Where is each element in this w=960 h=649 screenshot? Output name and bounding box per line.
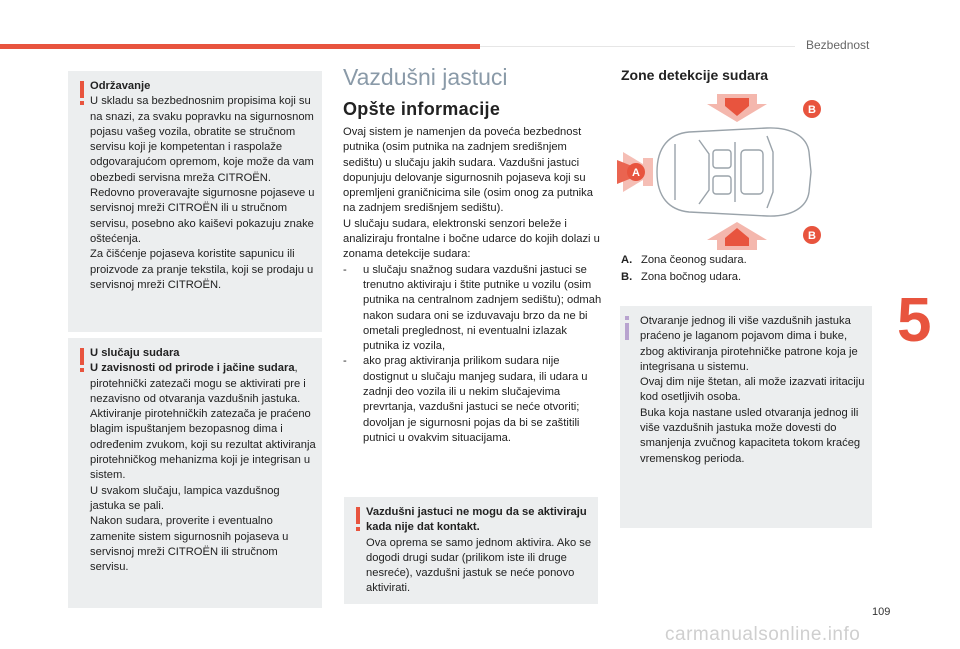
accident-paragraph-3: Nakon sudara, proverite i eventualno zamenite sistem sigurnosnih pojaseva u servisnoj mreži CITROËN ili stručnom servisu.: [90, 515, 289, 574]
accident-title: U slučaju sudara: [90, 347, 180, 359]
warning-exclamation-icon: [74, 81, 90, 107]
chapter-number: 5: [897, 286, 932, 355]
general-info-paragraph-1: Ovaj sistem je namenjen da poveća bezbednost putnika (osim putnika na zadnjem središnjem sedištu) u slučaju jakih sudara. Vazdušni jastuci dopunjuju delovanje sigurnosnih pojaseva koji su opremljeni graničnicima sile (osim onog za putnika na zadnjem središnjem sedištu).: [343, 126, 593, 215]
maintenance-warning-box: [68, 71, 322, 332]
section-title: Bezbednost: [806, 38, 870, 52]
maintenance-paragraph-3: Za čišćenje pojaseva koristite sapunicu ili proizvode za pranje tekstila, koji se prodaju u servisnoj mreži CITROËN.: [90, 248, 314, 291]
list-item-text: ako prag aktiviranja prilikom sudara nije dostignut u slučaju manjeg sudara, ili udara u zadnji deo vozila ili u nekim slučajevima prevrtanja, vazdušni jastuci se neće otvoriti; dovoljan je sigurnosni pojas da bi se zaštitili putnici u ovakvim situacijama.: [363, 355, 588, 444]
zone-a-label: A: [632, 167, 640, 179]
zone-b-label-top: B: [808, 104, 816, 116]
ignition-warning-text: [366, 505, 592, 597]
zone-b-label-bottom: B: [808, 230, 816, 242]
legend-item-b: B. Zona bočnog udara.: [621, 271, 742, 283]
maintenance-title: Održavanje: [90, 80, 151, 92]
car-outline: [657, 128, 811, 216]
page-number: 109: [872, 606, 891, 618]
accident-subtitle-suffix: ,: [294, 362, 298, 375]
ignition-warning-box: [344, 497, 598, 604]
airbags-title: Vazdušni jastuci: [343, 64, 508, 90]
general-info-heading: Opšte informacije: [343, 99, 501, 119]
list-item-text: u slučaju snažnog sudara vazdušni jastuci se trenutno aktiviraju i štite putnike u vozilu (osim putnika na centralnom zadnjem sedištu); odmah nakon sudara oni se izduvavaju brzo da ne bi ometali preglednost, ni eventualni izlazak putnika iz vozila,: [363, 263, 602, 353]
info-paragraph-2: Ovaj dim nije štetan, ali može izazvati iritaciju kod osetljivih osoba.: [640, 376, 865, 404]
ignition-warning-paragraph: Ova oprema se samo jednom aktivira. Ako se dogodi drugi sudar (prilikom iste ili druge nesreće), vazdušni jastuk se neće ponovo aktivirati.: [366, 536, 592, 595]
detection-zones-heading: Zone detekcije sudara: [621, 67, 769, 83]
ignition-warning-title: Vazdušni jastuci ne mogu da se aktiviraju kada nije dat kontakt.: [366, 506, 587, 534]
maintenance-paragraph-2: Redovno proveravajte sigurnosne pojaseve u servisnoj mreži CITROËN ili u stručnom servisu, posebno ako kaiševi pokazuju znake oštećenja.: [90, 187, 315, 245]
side-impact-arrows-top: [707, 94, 767, 122]
accident-warning-box: [68, 338, 322, 608]
info-paragraph-3: Buka koja nastane usled otvaranja jednog ili više vazdušnih jastuka može dovesti do smanjenja zvučnog kapaciteta tokom kraćeg vremenskog perioda.: [640, 406, 861, 465]
list-item: - u slučaju snažnog sudara vazdušni jastuci se trenutno aktiviraju i štite putnike u vozilu (osim putnika na centralnom zadnjem sedištu); odmah nakon sudara oni se izduvavaju brzo da ne bi ometali preglednost, ni eventualni izlazak putnika iz vozila,: [343, 263, 603, 355]
header-accent-bar: [0, 44, 480, 49]
general-info-body: [343, 125, 603, 446]
list-item: - ako prag aktiviranja prilikom sudara nije dostignut u slučaju manjeg sudara, ili udara u zadnji deo vozila ili u nekim slučajevima prevrtanja, vazdušni jastuci se neće otvoriti; dovoljan je sigurnosni pojas da bi se zaštitili putnici u ovakvim situacijama.: [343, 354, 603, 446]
general-info-paragraph-2: U slučaju sudara, elektronski senzori beleže i analiziraju frontalne i bočne udarce do kojih dolazi u zonama detekcije sudara:: [343, 217, 600, 261]
accident-subtitle: U zavisnosti od prirode i jačine sudara: [90, 362, 295, 375]
accident-paragraph-2: U svakom slučaju, lampica vazdušnog jastuka se pali.: [90, 484, 280, 512]
accident-paragraph-1: pirotehnički zatezači mogu se aktivirati pre i nezavisno od otvaranja vazdušnih jastuka. Aktiviranje pirotehničkih zatezača je praćeno blagim ispuštanjem bezopasnog dima i određenim zvukom, koji su rezultat aktiviranja pirotehničkog mehanizma koji je integrisan u sistem.: [90, 377, 316, 482]
info-text: [640, 314, 866, 467]
header-rule: [480, 46, 795, 47]
crash-zone-diagram: [617, 92, 822, 252]
warning-exclamation-icon: [350, 507, 366, 533]
warning-exclamation-icon: [74, 348, 90, 374]
side-impact-arrows-bottom: [707, 222, 767, 250]
maintenance-paragraph-1: U skladu sa bezbednosnim propisima koji su na snazi, za svaku popravku na sigurnosnom pojasu vašeg vozila, obratite se stručnom servisu koji je kompetentan i raspolaže odgovarajućom opremom, koje može da vam obezbedi servisna mreža CITROËN.: [90, 95, 314, 184]
accident-text: [90, 346, 316, 575]
maintenance-text: [90, 79, 316, 293]
watermark: carmanualsonline.info: [665, 624, 861, 645]
info-paragraph-1: Otvaranje jednog ili više vazdušnih jastuka praćeno je laganom pojavom dima i buke, zbog aktiviranja pirotehničke patrone koja je integrisana u sistemu.: [640, 315, 858, 373]
legend-item-a: A. Zona čeonog sudara.: [621, 254, 747, 266]
info-icon: [619, 316, 635, 342]
info-box: [620, 306, 872, 528]
